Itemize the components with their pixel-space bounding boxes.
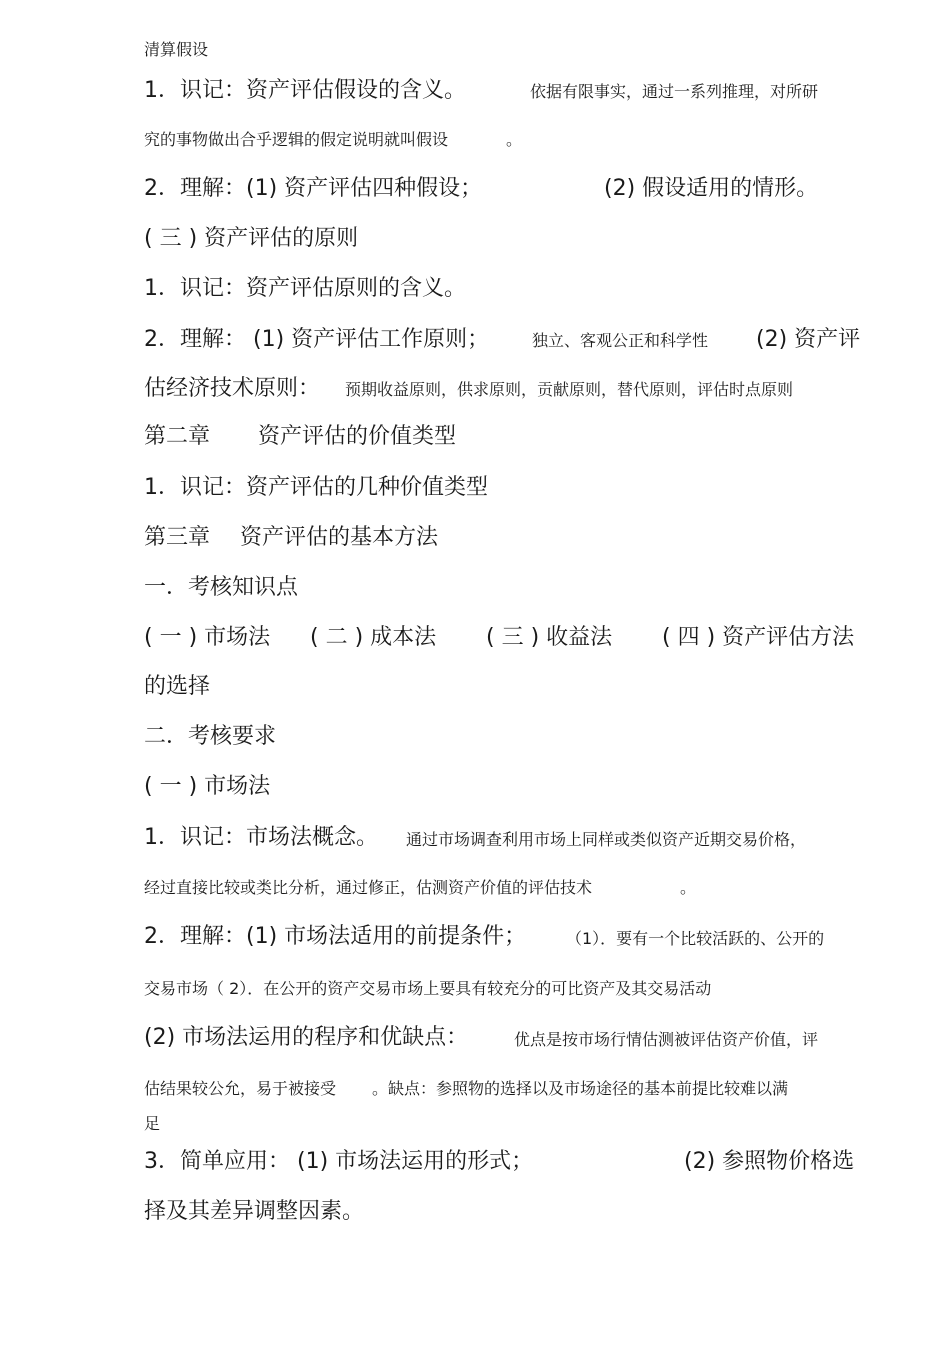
text-line: 1．识记：资产评估的几种价值类型 <box>144 475 488 500</box>
text-line: 择及其差异调整因素。 <box>144 1199 365 1224</box>
section-heading: 一．考核知识点 <box>144 575 299 600</box>
section-heading: ( 三 ) 资产评估的原则 <box>144 226 359 251</box>
text-line: 2．理解：(1) 市场法适用的前提条件； <box>144 924 527 949</box>
text-line: 2．理解： (1) 资产评估工作原则； <box>144 327 490 352</box>
text-segment: ( 二 ) 成本法 <box>310 625 437 650</box>
text-segment: 。缺点：参照物的选择以及市场途径的基本前提比较难以满 <box>372 1079 789 1098</box>
chapter-label: 第二章 <box>144 424 211 449</box>
text-segment: ( 四 ) 资产评估方法 <box>662 625 855 650</box>
section-heading: ( 一 ) 市场法 <box>144 774 271 799</box>
text-segment: 通过市场调查利用市场上同样或类似资产近期交易价格， <box>406 830 807 849</box>
text-segment: ( 三 ) 收益法 <box>486 625 613 650</box>
text-line: 2．理解：(1) 资产评估四种假设； <box>144 176 483 201</box>
text-segment: 。 <box>680 878 697 897</box>
text-segment: 预期收益原则，供求原则，贡献原则，替代原则，评估时点原则 <box>345 380 794 399</box>
text-line: (2) 市场法运用的程序和优缺点： <box>144 1025 469 1050</box>
chapter-title: 资产评估的基本方法 <box>240 525 439 550</box>
chapter-title: 资产评估的价值类型 <box>258 424 457 449</box>
text-segment: 依据有限事实，通过一系列推理，对所研 <box>530 82 819 101</box>
text-line: 估经济技术原则： <box>144 376 321 401</box>
chapter-label: 第三章 <box>144 525 211 550</box>
text-line: 估结果较公允，易于被接受 <box>144 1079 337 1098</box>
text-line: 足 <box>144 1114 161 1133</box>
text-segment: 。 <box>506 130 523 149</box>
text-segment: (2) 参照物价格选 <box>684 1149 855 1174</box>
text-line: 交易市场（ 2）．在公开的资产交易市场上要具有较充分的可比资产及其交易活动 <box>144 979 712 998</box>
section-heading: 二．考核要求 <box>144 724 277 749</box>
text-line: 1．识记：市场法概念。 <box>144 825 378 850</box>
text-line <box>144 80 466 102</box>
text-line: 究的事物做出合乎逻辑的假定说明就叫假设 <box>144 130 449 149</box>
text-segment: ( 一 ) 市场法 <box>144 625 271 650</box>
text-line: 3．简单应用： (1) 市场法运用的形式； <box>144 1149 534 1174</box>
text-line: 的选择 <box>144 674 211 699</box>
text-segment: 1．识记：资产评估假设的含义。 <box>144 78 466 103</box>
text-segment: 优点是按市场行情估测被评估资产价值，评 <box>514 1030 819 1049</box>
text-line: 1．识记：资产评估原则的含义。 <box>144 276 466 301</box>
text-segment: 独立、客观公正和科学性 <box>532 331 709 350</box>
text-segment: （1）．要有一个比较活跃的、公开的 <box>566 929 825 948</box>
heading-liquidation-assumption: 清算假设 <box>144 40 209 59</box>
text-segment: (2) 资产评 <box>756 327 861 352</box>
text-segment: (2) 假设适用的情形。 <box>604 176 819 201</box>
text-line: 经过直接比较或类比分析，通过修正，估测资产价值的评估技术 <box>144 878 593 897</box>
